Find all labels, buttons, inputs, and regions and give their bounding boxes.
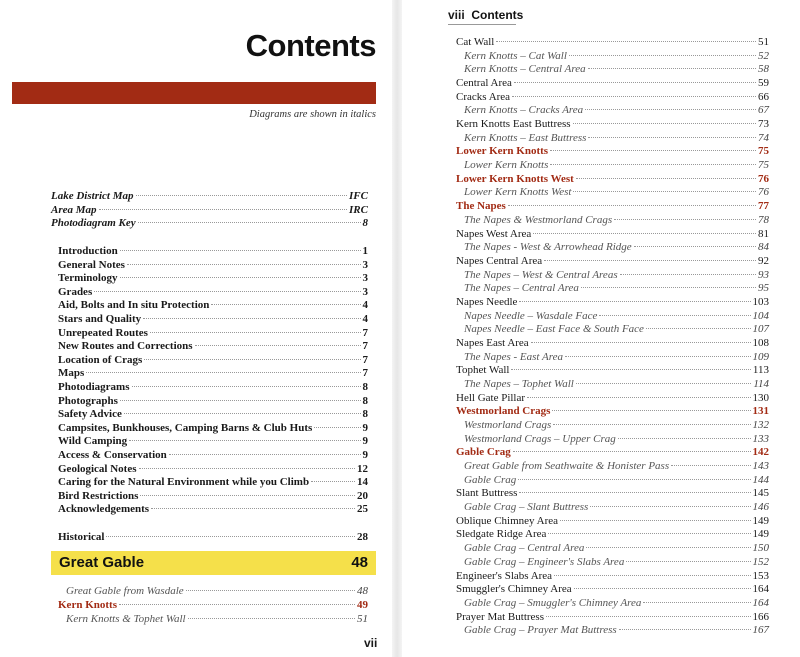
dot-leader: [311, 481, 355, 482]
dot-leader: [560, 520, 750, 521]
toc-entry-page: 113: [752, 364, 769, 377]
header-rule: [448, 24, 516, 25]
toc-entry-label: Introduction: [58, 245, 118, 257]
toc-entry[interactable]: [464, 624, 769, 637]
toc-entry-label: Gable Crag – Central Area: [464, 542, 585, 555]
toc-entry-page: 58: [758, 63, 769, 76]
toc-entry[interactable]: [58, 381, 368, 394]
toc-entry[interactable]: [58, 531, 368, 544]
toc-entry[interactable]: [464, 282, 769, 295]
toc-entry-page: 9: [362, 435, 368, 448]
toc-entry-label: Gable Crag – Engineer's Slabs Area: [464, 555, 625, 568]
toc-entry-page: 1: [362, 245, 368, 257]
toc-entry[interactable]: [464, 419, 769, 432]
toc-entry-label: Area Map: [51, 203, 97, 216]
toc-entry-page: 59: [758, 77, 769, 90]
dot-leader: [548, 533, 750, 534]
toc-entry-label: Kern Knotts – Central Area: [464, 63, 586, 76]
dot-leader: [496, 41, 756, 42]
dot-leader: [618, 438, 751, 439]
toc-entry-label: Acknowledgements: [58, 503, 150, 516]
dot-leader: [553, 424, 750, 425]
toc-entry-label: Kern Knotts: [58, 599, 117, 611]
dot-leader: [195, 345, 361, 346]
dot-leader: [599, 315, 750, 316]
toc-entry[interactable]: [464, 214, 769, 227]
running-header: [448, 8, 523, 22]
toc-entry-page: 95: [758, 282, 769, 295]
toc-entry[interactable]: [456, 392, 769, 405]
toc-entry-label: Gable Crag – Prayer Mat Buttress: [464, 624, 617, 637]
toc-entry[interactable]: [456, 77, 769, 90]
section-page: 48: [351, 554, 368, 571]
dot-leader: [150, 332, 361, 333]
dot-leader: [586, 547, 750, 548]
toc-entry[interactable]: [456, 487, 769, 500]
toc-entry-page: 3: [362, 285, 368, 298]
toc-entry[interactable]: [456, 611, 769, 624]
toc-entry-label: Geological Notes: [58, 462, 137, 475]
toc-entry-label: Wild Camping: [58, 435, 128, 448]
toc-entry-label: Oblique Chimney Area: [456, 514, 559, 527]
toc-entry-page: 3: [362, 258, 368, 271]
toc-entry[interactable]: [456, 446, 769, 459]
toc-entry-page: 93: [758, 268, 769, 281]
dot-leader: [626, 561, 750, 562]
toc-entry[interactable]: [456, 36, 769, 49]
toc-entry[interactable]: [464, 186, 769, 199]
toc-entry[interactable]: [464, 351, 769, 364]
dot-leader: [519, 301, 750, 302]
toc-entry[interactable]: [58, 599, 368, 612]
toc-entry-label: Safety Advice: [58, 408, 122, 421]
dot-leader: [169, 454, 361, 455]
toc-entry-page: 7: [362, 326, 368, 339]
toc-entry[interactable]: [464, 542, 769, 555]
toc-entry-label: Cat Wall: [456, 36, 495, 48]
toc-entry[interactable]: [58, 503, 368, 516]
toc-entry[interactable]: [464, 501, 769, 514]
toc-entry-label: Tophet Wall: [456, 364, 510, 377]
toc-entry[interactable]: [456, 583, 769, 596]
toc-entry-label: Terminology: [58, 272, 118, 285]
page-number: vii: [364, 636, 378, 650]
toc-entry-label: Kern Knotts – Cracks Area: [464, 104, 584, 117]
toc-entry-page: 166: [752, 610, 769, 623]
toc-entry-page: 7: [362, 353, 368, 366]
title-rule: [12, 82, 376, 104]
toc-entry-label: Lower Kern Knotts West: [464, 186, 572, 199]
dot-leader: [554, 575, 750, 576]
dot-leader: [151, 508, 355, 509]
toc-entry-page: 75: [758, 159, 769, 172]
toc-entry[interactable]: [464, 104, 769, 117]
toc-entry-label: Bird Restrictions: [58, 489, 139, 502]
toc-entry-label: Gable Crag: [464, 473, 517, 486]
toc-entry-label: Grades: [58, 285, 93, 298]
toc-entry-label: The Napes - East Area: [464, 350, 563, 363]
toc-entry-page: 149: [752, 514, 769, 527]
toc-entry-page: 144: [752, 473, 769, 486]
toc-entry[interactable]: [58, 422, 368, 435]
toc-entry-page: 3: [362, 272, 368, 285]
toc-entry[interactable]: [464, 50, 769, 63]
toc-entry[interactable]: [58, 299, 368, 312]
toc-entry-page: 51: [758, 36, 769, 48]
toc-entry-label: Sledgate Ridge Area: [456, 528, 547, 541]
dot-leader: [576, 383, 752, 384]
dot-leader: [514, 82, 756, 83]
toc-entry[interactable]: [51, 190, 368, 203]
toc-entry-page: 152: [752, 555, 769, 568]
dot-leader: [186, 590, 355, 591]
dot-leader: [565, 356, 751, 357]
dot-leader: [546, 616, 751, 617]
dot-leader: [573, 123, 756, 124]
toc-entry[interactable]: [58, 286, 368, 299]
dot-leader: [574, 588, 751, 589]
toc-entry-page: 153: [752, 569, 769, 582]
toc-entry-label: Kern Knotts East Buttress: [456, 118, 571, 131]
toc-entry[interactable]: [58, 340, 368, 353]
dot-leader: [643, 602, 750, 603]
dot-leader: [140, 495, 355, 496]
toc-entry-label: Central Area: [456, 77, 512, 90]
diagram-note: Diagrams are shown in italics: [249, 109, 376, 120]
section-title: Great Gable: [59, 554, 145, 571]
toc-entry-label: Napes Central Area: [456, 254, 543, 267]
dot-leader: [120, 277, 361, 278]
toc-entry-label: Gable Crag: [456, 446, 511, 459]
toc-entry-label: Napes East Area: [456, 336, 529, 349]
dot-leader: [124, 413, 361, 414]
toc-entry-label: The Napes – Tophet Wall: [464, 378, 574, 390]
toc-entry-page: 114: [753, 378, 769, 390]
toc-entry-page: 49: [357, 599, 368, 611]
toc-entry-page: 9: [362, 449, 368, 461]
toc-entry-page: 143: [752, 460, 769, 473]
toc-entry[interactable]: [464, 460, 769, 473]
dot-leader: [136, 195, 348, 196]
toc-entry[interactable]: [456, 528, 769, 541]
dot-leader: [614, 219, 756, 220]
dot-leader: [144, 359, 360, 360]
dot-leader: [513, 451, 751, 452]
toc-entry-label: Lower Kern Knotts: [456, 145, 549, 158]
dot-leader: [94, 291, 360, 292]
dot-leader: [569, 55, 756, 56]
toc-entry-page: 145: [752, 487, 769, 500]
toc-entry-label: Westmorland Crags: [456, 405, 551, 418]
toc-entry-page: 4: [362, 313, 368, 325]
toc-entry[interactable]: [58, 395, 368, 408]
toc-entry-label: Stars and Quality: [58, 313, 142, 325]
toc-entry-label: Engineer's Slabs Area: [456, 569, 553, 582]
toc-entry-page: 164: [752, 583, 769, 596]
toc-entry-page: 108: [752, 336, 769, 349]
toc-entry-page: 25: [357, 503, 368, 516]
toc-entry[interactable]: [456, 255, 769, 268]
toc-entry-label: General Notes: [58, 258, 125, 271]
toc-entry[interactable]: [58, 272, 368, 285]
toc-entry-label: Photodiagrams: [58, 381, 130, 393]
toc-entry-page: 146: [752, 501, 769, 514]
toc-entry-page: 66: [758, 90, 769, 103]
toc-entry[interactable]: [58, 490, 368, 503]
toc-entry[interactable]: [464, 159, 769, 172]
toc-entry-page: 75: [758, 145, 769, 158]
toc-entry-label: New Routes and Corrections: [58, 340, 193, 353]
dot-leader: [211, 304, 360, 305]
toc-entry-label: Historical: [58, 531, 105, 543]
toc-entry-label: Smuggler's Chimney Area: [456, 583, 572, 596]
dot-leader: [139, 468, 355, 469]
toc-entry-label: Campsites, Bunkhouses, Camping Barns & Club Huts: [58, 421, 313, 434]
toc-entry-page: 8: [362, 408, 368, 421]
toc-entry-label: Cracks Area: [456, 90, 511, 103]
toc-entry-label: Gable Crag – Slant Buttress: [464, 501, 589, 514]
toc-entry[interactable]: [58, 259, 368, 272]
dot-leader: [590, 506, 750, 507]
left-page: [0, 0, 390, 657]
toc-entry[interactable]: [66, 585, 368, 598]
dot-leader: [99, 209, 348, 210]
dot-leader: [86, 372, 360, 373]
toc-entry[interactable]: [464, 241, 769, 254]
toc-entry-label: Napes Needle – Wasdale Face: [464, 309, 598, 322]
toc-entry-page: 131: [752, 405, 769, 418]
toc-entry-label: Maps: [58, 367, 85, 380]
toc-entry-label: Location of Crags: [58, 353, 143, 366]
toc-entry-label: Great Gable from Seathwaite & Honister Pass: [464, 460, 670, 473]
toc-entry-page: 28: [357, 531, 368, 543]
dot-leader: [106, 536, 355, 537]
toc-entry-page: 20: [357, 489, 368, 502]
toc-entry-page: 167: [752, 624, 769, 637]
toc-entry-page: 52: [758, 49, 769, 62]
dot-leader: [188, 618, 355, 619]
toc-entry-page: 14: [357, 476, 368, 489]
toc-entry[interactable]: [58, 463, 368, 476]
toc-entry[interactable]: [58, 367, 368, 380]
dot-leader: [127, 264, 361, 265]
toc-entry-label: Caring for the Natural Environment while you Climb: [58, 476, 310, 489]
toc-entry-label: The Napes - West & Arrowhead Ridge: [464, 241, 632, 254]
toc-entry[interactable]: [58, 327, 368, 340]
dot-leader: [646, 328, 751, 329]
toc-entry[interactable]: [456, 228, 769, 241]
toc-entry-page: 48: [357, 585, 368, 597]
toc-entry[interactable]: [464, 132, 769, 145]
toc-entry-page: 132: [752, 419, 769, 432]
toc-entry-label: The Napes & Westmorland Crags: [464, 213, 613, 226]
toc-entry-page: 103: [752, 295, 769, 308]
dot-leader: [552, 410, 750, 411]
toc-entry[interactable]: [58, 435, 368, 448]
page-number: viii: [448, 8, 465, 22]
toc-entry-label: Napes Needle – East Face & South Face: [464, 323, 644, 336]
toc-entry-label: Slant Buttress: [456, 487, 518, 500]
toc-entry-label: The Napes: [456, 200, 506, 213]
toc-entry-label: Photographs: [58, 394, 118, 407]
toc-entry[interactable]: [456, 91, 769, 104]
dot-leader: [143, 318, 360, 319]
toc-entry-label: Access & Conservation: [58, 449, 167, 461]
dot-leader: [511, 369, 750, 370]
toc-entry-label: Aid, Bolts and In situ Protection: [58, 299, 210, 312]
dot-leader: [132, 386, 361, 387]
toc-entry-label: Lower Kern Knotts West: [456, 172, 574, 185]
toc-entry-page: 107: [752, 323, 769, 336]
toc-entry-page: 104: [752, 309, 769, 322]
toc-entry[interactable]: [456, 364, 769, 377]
toc-entry-label: Photodiagram Key: [51, 217, 136, 230]
toc-entry[interactable]: [456, 173, 769, 186]
toc-entry-page: IFC: [349, 190, 368, 202]
toc-entry-label: Lower Kern Knotts: [464, 159, 549, 172]
dot-leader: [671, 465, 750, 466]
toc-entry[interactable]: [464, 269, 769, 282]
toc-entry[interactable]: [58, 313, 368, 326]
toc-entry-label: Unrepeated Routes: [58, 326, 148, 339]
toc-entry-page: 77: [758, 200, 769, 213]
dot-leader: [544, 260, 756, 261]
toc-entry[interactable]: [464, 63, 769, 76]
dot-leader: [550, 164, 756, 165]
dot-leader: [527, 397, 750, 398]
running-header-title: Contents: [471, 8, 524, 22]
toc-entry[interactable]: [456, 405, 769, 418]
page-title: Contents: [245, 28, 376, 63]
toc-entry-page: 81: [758, 227, 769, 240]
toc-entry[interactable]: [58, 449, 368, 462]
toc-entry[interactable]: [464, 310, 769, 323]
toc-entry[interactable]: [58, 408, 368, 421]
toc-entry[interactable]: [456, 337, 769, 350]
toc-entry[interactable]: [456, 515, 769, 528]
toc-entry-label: Westmorland Crags – Upper Crag: [464, 432, 616, 445]
toc-entry-label: The Napes – West & Central Areas: [464, 268, 618, 281]
toc-entry-label: Napes Needle: [456, 295, 518, 308]
toc-entry-label: Gable Crag – Smuggler's Chimney Area: [464, 596, 642, 609]
toc-entry[interactable]: [66, 613, 368, 626]
dot-leader: [620, 274, 756, 275]
toc-entry-label: Kern Knotts – East Buttress: [464, 131, 587, 144]
toc-entry[interactable]: [456, 570, 769, 583]
toc-entry-page: 92: [758, 254, 769, 267]
dot-leader: [519, 492, 750, 493]
dot-leader: [588, 68, 756, 69]
toc-entry[interactable]: [464, 556, 769, 569]
dot-leader: [138, 222, 361, 223]
toc-entry-page: 8: [362, 381, 368, 393]
toc-entry[interactable]: [464, 433, 769, 446]
dot-leader: [550, 150, 756, 151]
toc-entry-page: 130: [752, 391, 769, 404]
dot-leader: [129, 440, 360, 441]
toc-entry-page: 12: [357, 462, 368, 475]
toc-entry-page: 67: [758, 104, 769, 117]
toc-entry[interactable]: [51, 217, 368, 230]
dot-leader: [120, 400, 361, 401]
dot-leader: [581, 287, 756, 288]
dot-leader: [512, 96, 756, 97]
toc-entry[interactable]: [456, 200, 769, 213]
toc-entry-page: 4: [362, 299, 368, 312]
dot-leader: [634, 246, 756, 247]
dot-leader: [533, 233, 756, 234]
toc-entry-label: Westmorland Crags: [464, 419, 552, 432]
toc-entry[interactable]: [464, 474, 769, 487]
toc-entry-page: 149: [752, 528, 769, 541]
toc-entry-label: Hell Gate Pillar: [456, 391, 526, 404]
toc-entry-page: 78: [758, 213, 769, 226]
toc-entry-label: Lake District Map: [51, 190, 134, 202]
dot-leader: [585, 109, 756, 110]
toc-entry[interactable]: [456, 296, 769, 309]
toc-entry-label: Napes West Area: [456, 227, 532, 240]
dot-leader: [573, 191, 756, 192]
right-page: [400, 0, 800, 657]
dot-leader: [314, 427, 360, 428]
toc-entry-page: 76: [758, 172, 769, 185]
toc-entry-page: 73: [758, 118, 769, 131]
toc-entry-page: 133: [752, 432, 769, 445]
toc-entry-label: Great Gable from Wasdale: [66, 585, 184, 597]
toc-entry-label: Kern Knotts & Tophet Wall: [66, 613, 186, 625]
toc-entry-label: Kern Knotts – Cat Wall: [464, 49, 567, 62]
dot-leader: [518, 479, 750, 480]
dot-leader: [508, 205, 756, 206]
toc-entry[interactable]: [464, 597, 769, 610]
dot-leader: [576, 178, 756, 179]
toc-entry-page: 164: [752, 596, 769, 609]
section-banner-great-gable[interactable]: [51, 551, 376, 575]
dot-leader: [619, 629, 751, 630]
toc-entry-page: 76: [758, 186, 769, 199]
toc-entry[interactable]: [464, 323, 769, 336]
toc-entry-label: The Napes – Central Area: [464, 282, 579, 295]
toc-entry[interactable]: [58, 245, 368, 258]
dot-leader: [588, 137, 756, 138]
toc-entry[interactable]: [51, 204, 368, 217]
toc-entry[interactable]: [58, 476, 368, 489]
toc-entry-page: 9: [362, 421, 368, 434]
toc-entry[interactable]: [456, 145, 769, 158]
dot-leader: [531, 342, 751, 343]
toc-entry-page: IRC: [349, 203, 368, 216]
toc-entry-label: Prayer Mat Buttress: [456, 610, 544, 623]
toc-entry[interactable]: [58, 354, 368, 367]
toc-entry-page: 8: [362, 217, 368, 230]
toc-entry-page: 7: [362, 340, 368, 353]
toc-entry-page: 51: [357, 613, 368, 625]
toc-entry-page: 74: [758, 131, 769, 144]
toc-entry[interactable]: [464, 378, 769, 391]
toc-entry-page: 7: [362, 367, 368, 380]
toc-entry-page: 142: [752, 446, 769, 459]
toc-entry[interactable]: [456, 118, 769, 131]
dot-leader: [119, 604, 355, 605]
toc-entry-page: 8: [362, 394, 368, 407]
toc-entry-page: 150: [752, 542, 769, 555]
toc-entry-page: 109: [752, 350, 769, 363]
toc-entry-page: 84: [758, 241, 769, 254]
dot-leader: [120, 250, 361, 251]
